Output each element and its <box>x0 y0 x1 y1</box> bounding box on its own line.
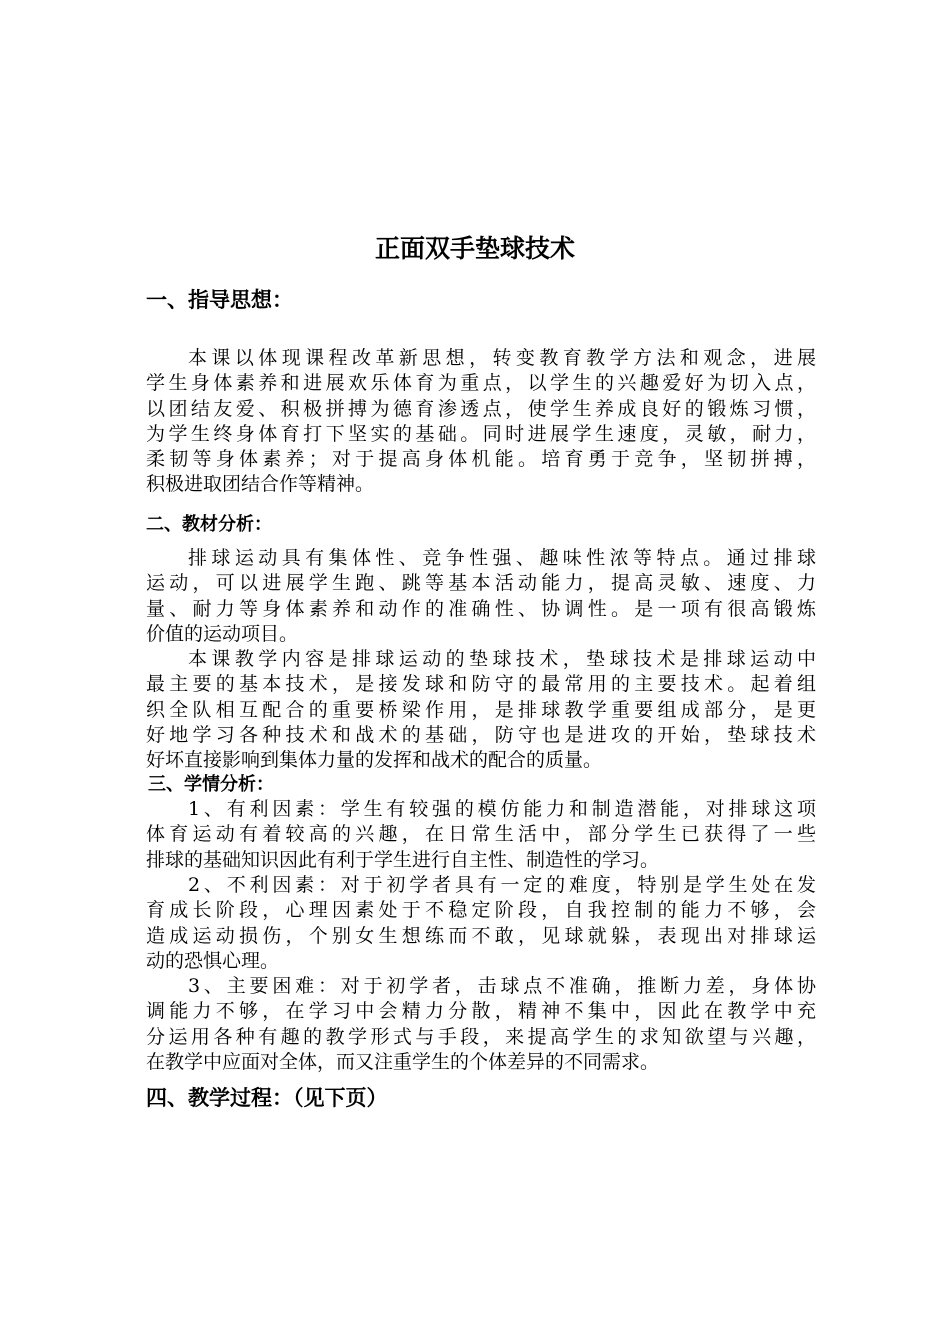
paragraph-line: 最主要的基本技术，是接发球和防守的最常用的主要技术。起着组 <box>146 673 816 696</box>
paragraph-line: 体育运动有着较高的兴趣，在日常生活中，部分学生已获得了一些 <box>146 823 816 846</box>
section-learner-analysis-paragraph-1 <box>146 797 816 873</box>
paragraph-line: 分运用各种有趣的教学形式与手段，来提高学生的求知欲望与兴趣， <box>146 1025 816 1048</box>
paragraph-line: 织全队相互配合的重要桥梁作用，是排球教学重要组成部分，是更 <box>146 698 816 721</box>
paragraph-line: 积极进取团结合作等精神。 <box>146 473 375 496</box>
section-learner-analysis-paragraph-3 <box>146 974 816 1075</box>
section-material-analysis-paragraph-1 <box>146 546 816 647</box>
paragraph-line: 量、耐力等身体素养和动作的准确性、协调性。是一项有很高锻炼 <box>146 597 816 620</box>
section-guiding-ideology-paragraph <box>146 346 816 498</box>
paragraph-line: 运动，可以进展学生跑、跳等基本活动能力，提高灵敏、速度、力 <box>146 572 816 595</box>
section-heading-teaching-process: 四、教学过程：（见下页） <box>146 1086 388 1110</box>
paragraph-line: 以团结友爱、积极拼搏为德育渗透点，使学生养成良好的锻炼习惯， <box>146 397 816 420</box>
section-heading-learner-analysis: 三、学情分析： <box>148 774 274 795</box>
paragraph-line: 育成长阶段，心理因素处于不稳定阶段，自我控制的能力不够，会 <box>146 899 816 922</box>
paragraph-line: 好地学习各种技术和战术的基础，防守也是进攻的开始，垫球技术 <box>146 723 816 746</box>
paragraph-line: 在教学中应面对全体，而又注重学生的个体差异的不同需求。 <box>146 1050 660 1073</box>
paragraph-line: 造成运动损伤，个别女生想练而不敢，见球就躲，表现出对排球运 <box>146 924 816 947</box>
paragraph-line: 学生身体素养和进展欢乐体育为重点，以学生的兴趣爱好为切入点， <box>146 372 816 395</box>
paragraph-line: 价值的运动项目。 <box>146 622 299 645</box>
paragraph-line: 排球运动具有集体性、竞争性强、趣味性浓等特点。通过排球 <box>188 547 816 569</box>
paragraph-line: 柔韧等身体素养；对于提高身体机能。培育勇于竞争，坚韧拼搏， <box>146 448 816 471</box>
paragraph-line: 好坏直接影响到集体力量的发挥和战术的配合的质量。 <box>146 749 603 772</box>
paragraph-line: 为学生终身体育打下坚实的基础。同时进展学生速度，灵敏，耐力， <box>146 422 816 445</box>
paragraph-line: 本课教学内容是排球运动的垫球技术，垫球技术是排球运动中 <box>188 648 816 670</box>
paragraph-line: 本课以体现课程改革新思想，转变教育教学方法和观念，进展 <box>188 347 816 369</box>
section-material-analysis-paragraph-2 <box>146 647 816 773</box>
paragraph-line: 调能力不够，在学习中会精力分散，精神不集中，因此在教学中充 <box>146 1000 816 1023</box>
section-heading-material-analysis: 二、教材分析： <box>146 514 272 535</box>
document-title: 正面双手垫球技术 <box>374 234 575 263</box>
paragraph-line: 3、主要困难：对于初学者，击球点不准确，推断力差，身体协 <box>188 975 816 997</box>
paragraph-line: 排球的基础知识因此有利于学生进行自主性、制造性的学习。 <box>146 848 660 871</box>
section-learner-analysis-paragraph-2 <box>146 873 816 974</box>
paragraph-line: 动的恐惧心理。 <box>146 949 280 972</box>
paragraph-line: 2、不利因素：对于初学者具有一定的难度，特别是学生处在发 <box>188 874 816 896</box>
paragraph-line: 1、有利因素：学生有较强的模仿能力和制造潜能，对排球这项 <box>188 798 816 820</box>
section-heading-guiding-ideology: 一、指导思想： <box>146 288 293 312</box>
